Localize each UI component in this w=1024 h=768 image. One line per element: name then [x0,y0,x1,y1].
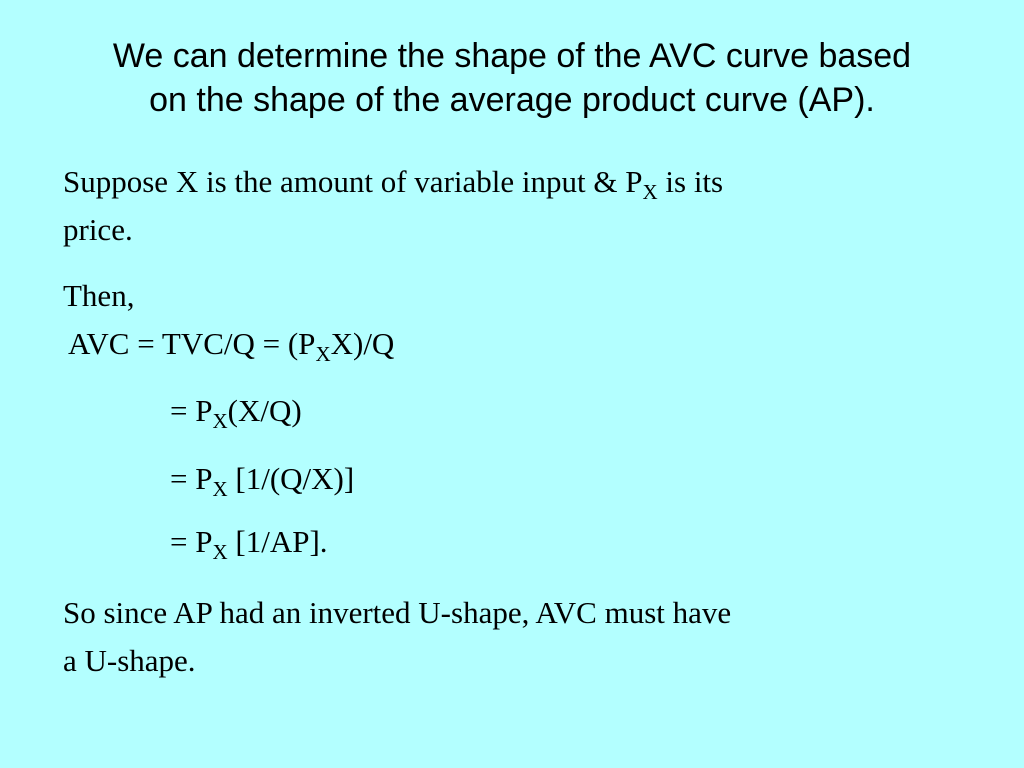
equation-text: X)/Q [330,326,395,361]
equation-text: = P [170,393,213,428]
definition-line-1 [63,158,723,206]
conclusion-line-2: a U-shape. [63,643,196,678]
definition-text: Suppose X is the amount of variable input & P [63,164,643,199]
equation-line-3 [170,459,354,499]
definition-paragraph [63,158,723,254]
subscript-x: X [315,342,331,366]
subscript-x: X [212,540,228,564]
slide-title [0,34,1024,122]
equation-line-2 [170,391,302,431]
subscript-x: X [212,477,228,501]
conclusion-paragraph [63,589,731,685]
slide-title-line-2: on the shape of the average product curve (AP). [149,81,875,119]
equation-text: (X/Q) [227,393,302,428]
definition-line-2: price. [63,212,133,247]
definition-tail: is its [657,164,724,199]
subscript-x: X [212,409,228,433]
equation-text: = P [170,461,213,496]
equation-line-4 [170,522,328,562]
equation-text: [1/(Q/X)] [227,461,355,496]
equation-line-1 [68,324,394,364]
equation-text: [1/AP]. [227,524,328,559]
equation-text: AVC = TVC/Q = (P [68,326,316,361]
equation-text: = P [170,524,213,559]
then-label: Then, [63,278,135,313]
subscript-x: X [642,180,658,204]
conclusion-line-1: So since AP had an inverted U-shape, AVC must have [63,595,732,630]
slide-title-line-1: We can determine the shape of the AVC curve based [112,37,912,75]
